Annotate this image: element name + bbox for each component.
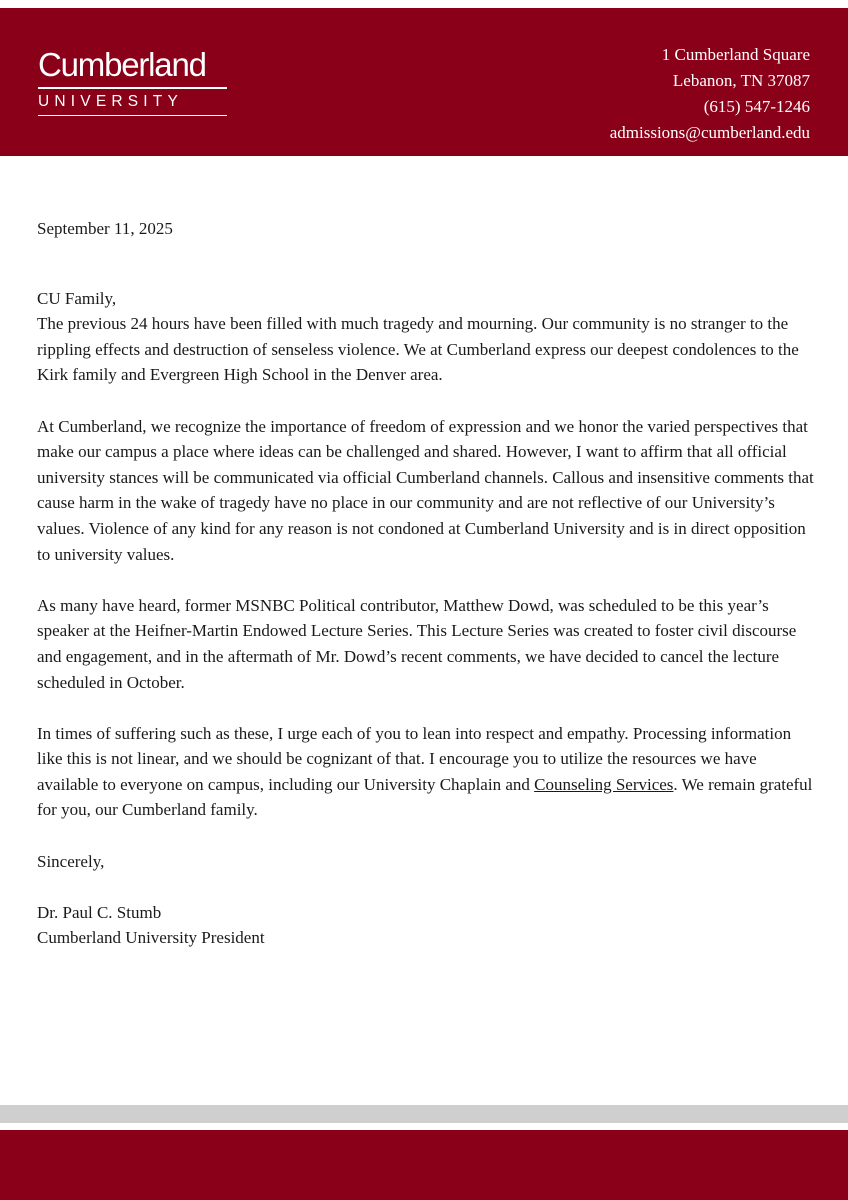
logo-subtitle: UNIVERSITY [38, 92, 184, 110]
closing: Sincerely, [37, 851, 105, 871]
university-logo [38, 46, 227, 119]
letter-body [37, 216, 817, 951]
logo-divider-top [38, 87, 227, 89]
logo-wordmark: Cumberland [38, 46, 206, 83]
paragraph-4-text-start: In times of suffering such as these, I urge each of you to lean into respect and empathy. Processing information like this is not linear, and we should be cognizant of that. I encourage you to utilize the resources we have available to everyone on campus, including our University Chaplain and [37, 723, 792, 794]
salutation: CU Family, [37, 288, 117, 308]
signer-title: Cumberland University President [37, 928, 265, 948]
paragraph-4-text-end: . We remain grateful for you, our Cumberland family. [37, 774, 813, 820]
email-address: admissions@cumberland.edu [609, 123, 810, 142]
counseling-services-link[interactable]: Counseling Services [534, 774, 674, 794]
letter-date: September 11, 2025 [37, 219, 173, 238]
logo-divider-bottom [38, 115, 227, 117]
signer-name: Dr. Paul C. Stumb [37, 902, 162, 922]
phone-number: (615) 547-1246 [703, 97, 810, 116]
letterhead-banner [0, 8, 848, 156]
footer-gray-band [0, 1105, 848, 1123]
address-line1: 1 Cumberland Square [661, 45, 810, 64]
footer-red-band [0, 1130, 848, 1200]
paragraph-4 [37, 721, 817, 823]
paragraph-1: The previous 24 hours have been filled with much tragedy and mourning. Our community is no stranger to the rippling effects and destruction of senseless violence. We at Cumberland express our deepest condolences to the Kirk family and Evergreen High School in the Denver area. [37, 314, 799, 385]
address-line2: Lebanon, TN 37087 [672, 71, 810, 90]
paragraph-2: At Cumberland, we recognize the importance of freedom of expression and we honor the varied perspectives that make our campus a place where ideas can be challenged and shared. However, I want to affirm that all official university stances will be communicated via official Cumberland channels. Callous and insensitive comments that cause harm in the wake of tragedy have no place in our community and are not reflective of our University’s values. Violence of any kind for any reason is not condoned at Cumberland University and is in direct opposition to university values. [37, 416, 814, 564]
contact-block [610, 42, 810, 146]
paragraph-3: As many have heard, former MSNBC Political contributor, Matthew Dowd, was scheduled to be this year’s speaker at the Heifner-Martin Endowed Lecture Series. This Lecture Series was created to foster civil discourse and engagement, and in the aftermath of Mr. Dowd’s recent comments, we have decided to cancel the lecture scheduled in October. [37, 595, 797, 692]
